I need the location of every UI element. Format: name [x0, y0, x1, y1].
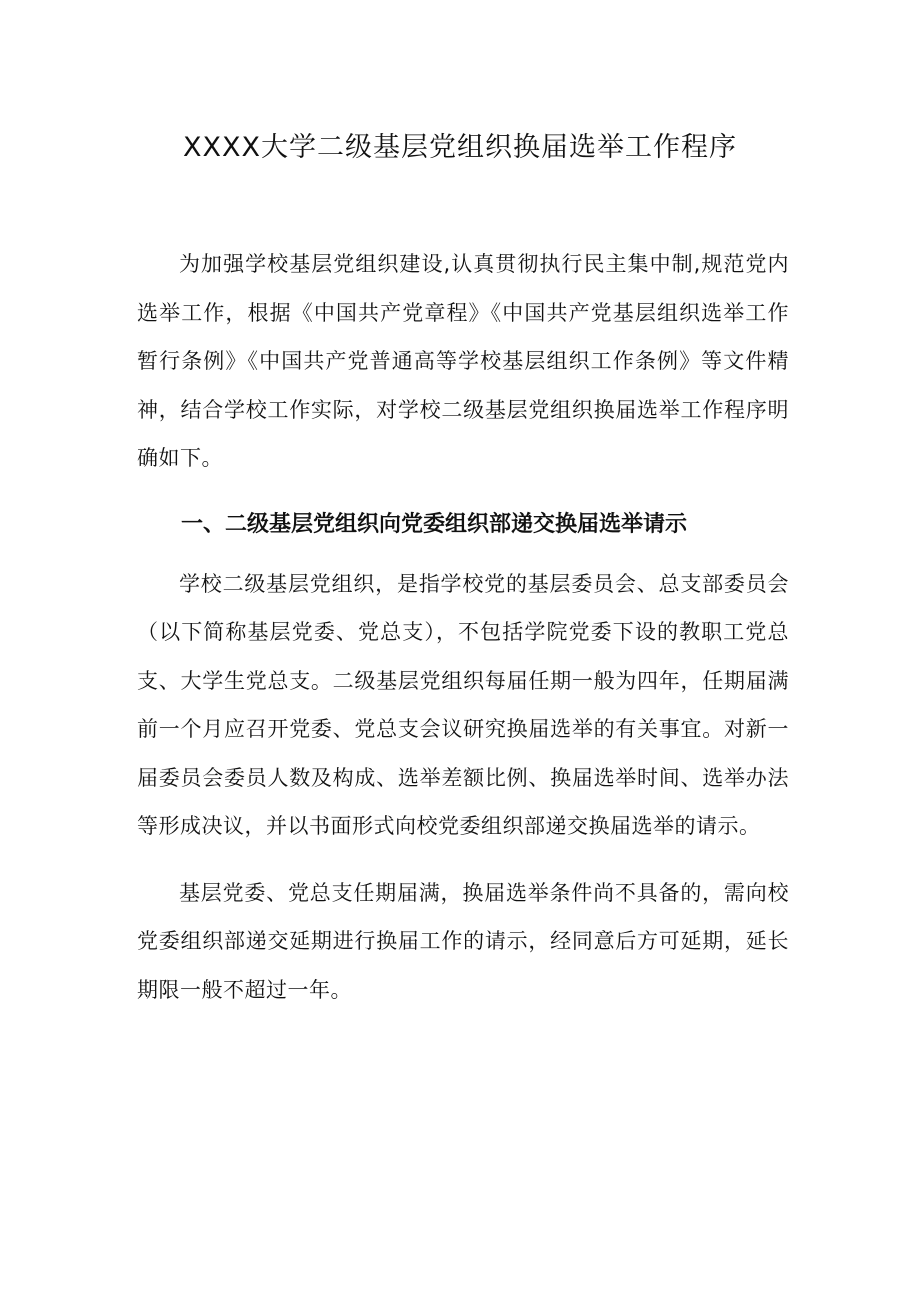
- intro-paragraph: 为加强学校基层党组织建设,认真贯彻执行民主集中制,规范党内选举工作，根据《中国共产党章程》《中国共产党基层组织选举工作暂行条例》《中国共产党普通高等学校基层组织工作条例》等文件精神，结合学校工作实际，对学校二级基层党组织换届选举工作程序明确如下。: [137, 252, 789, 470]
- document-body: [137, 240, 789, 1014]
- section-heading: 一、二级基层党组织向党委组织部递交换届选举请示: [181, 511, 688, 537]
- document-title: XXXX大学二级基层党组织换届选举工作程序: [183, 132, 737, 163]
- section-paragraph: 基层党委、党总支任期届满，换届选举条件尚不具备的，需向校党委组织部递交延期进行换届工作的请示，经同意后方可延期，延长期限一般不超过一年。: [137, 880, 789, 1002]
- section-paragraph: 学校二级基层党组织，是指学校党的基层委员会、总支部委员会（以下简称基层党委、党总支），不包括学院党委下设的教职工党总支、大学生党总支。二级基层党组织每届任期一般为四年，任期届满前一个月应召开党委、党总支会议研究换届选举的有关事宜。对新一届委员会委员人数及构成、选举差额比例、换届选举时间、选举办法等形成决议，并以书面形式向校党委组织部递交换届选举的请示。: [137, 571, 789, 838]
